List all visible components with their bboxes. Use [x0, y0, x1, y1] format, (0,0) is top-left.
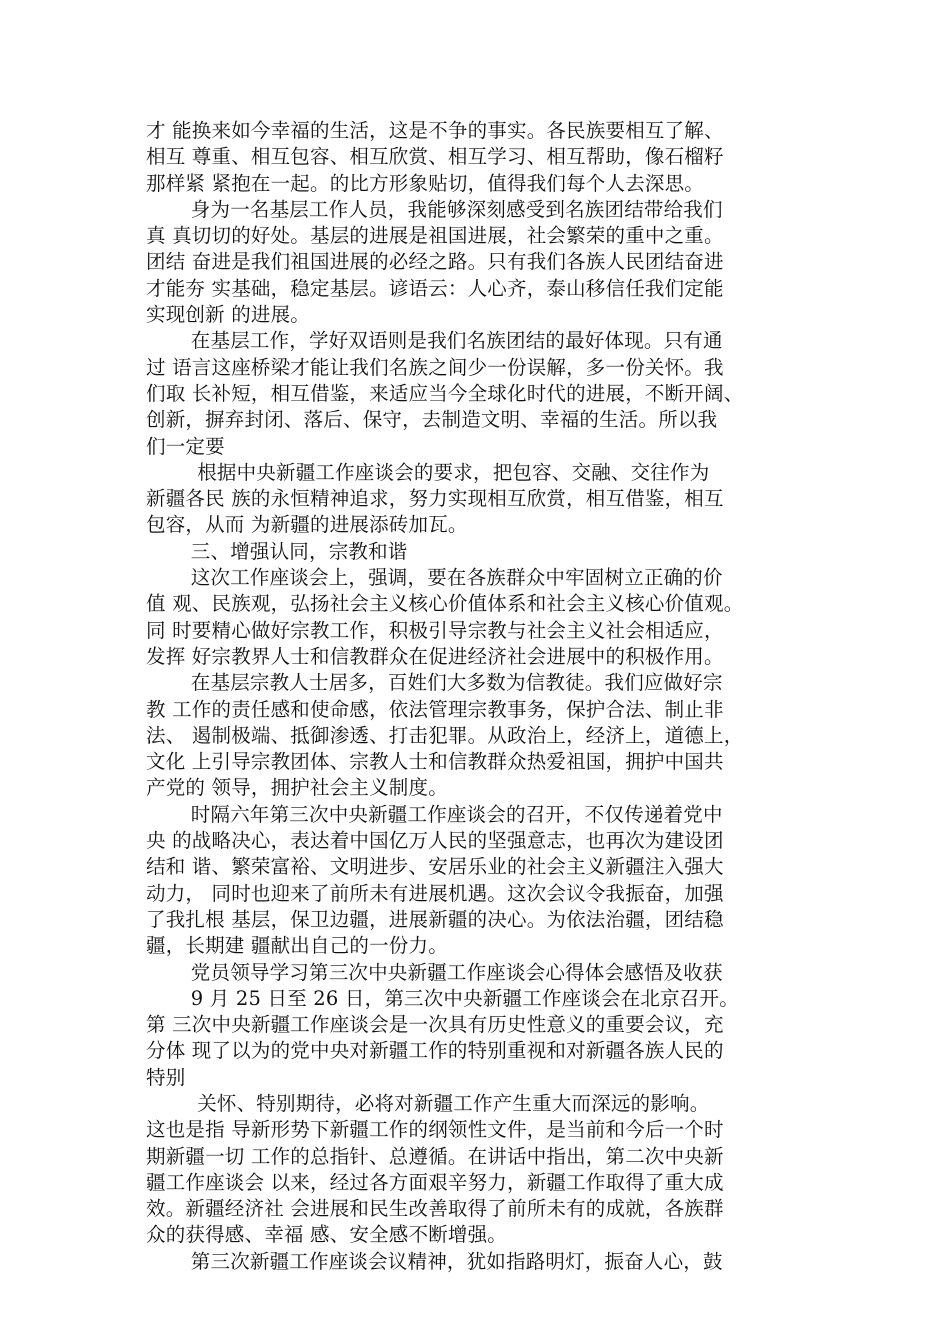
- text-line: 了我扎根 基层，保卫边疆，进展新疆的决心。为依法治疆，团结稳: [146, 907, 724, 931]
- text-line: 们取 长补短，相互借鉴，来适应当今全球化时代的进展，不断开阔、: [146, 381, 744, 405]
- text-line: 在基层工作，学好双语则是我们名族团结的最好体现。只有通: [146, 329, 723, 353]
- text-line: 值 观、民族观，弘扬社会主义核心价值体系和社会主义核心价值观。: [146, 592, 744, 616]
- text-line: 效。新疆经济社 会进展和民生改善取得了前所未有的成就，各族群: [146, 1197, 724, 1221]
- text-line: 相互 尊重、相互包容、相互欣赏、相互学习、相互帮助，像石榴籽: [146, 145, 724, 169]
- text-line: 时隔六年第三次中央新疆工作座谈会的召开，不仅传递着党中: [146, 802, 723, 826]
- text-line: 在基层宗教人士居多，百姓们大多数为信教徒。我们应做好宗: [146, 671, 723, 695]
- text-line: 疆工作座谈会 以来，经过各方面艰辛努力，新疆工作取得了重大成: [146, 1170, 724, 1194]
- text-line: 党员领导学习第三次中央新疆工作座谈会心得体会感悟及收获: [146, 960, 723, 984]
- text-line: 这次工作座谈会上，强调，要在各族群众中牢固树立正确的价: [146, 566, 723, 590]
- text-line: 新疆各民 族的永恒精神追求，努力实现相互欣赏，相互借鉴，相互: [146, 487, 724, 511]
- text-line: 文化 上引导宗教团体、宗教人士和信教群众热爱祖国，拥护中国共: [146, 750, 724, 774]
- text-line: 结和 谐、繁荣富裕、文明进步、安居乐业的社会主义新疆注入强大: [146, 855, 724, 879]
- text-line: 这也是指 导新形势下新疆工作的纲领性文件，是当前和今后一个时: [146, 1118, 724, 1142]
- text-line: 期新疆一切 工作的总指针、总遵循。在讲话中指出，第二次中央新: [146, 1144, 724, 1168]
- text-line: 教 工作的责任感和使命感，依法管理宗教事务，保护合法、制止非: [146, 697, 724, 721]
- text-line: 身为一名基层工作人员，我能够深刻感受到名族团结带给我们: [146, 197, 723, 221]
- text-line: 特别: [146, 1065, 186, 1089]
- text-line: 真 真切切的好处。基层的进展是祖国进展，社会繁荣的重中之重。: [146, 224, 724, 248]
- text-line: 同 时要精心做好宗教工作，积极引导宗教与社会主义社会相适应，: [146, 618, 724, 642]
- text-line: 们一定要: [146, 434, 225, 458]
- text-line: 团结 奋进是我们祖国进展的必经之路。只有我们各族人民团结奋进: [146, 250, 724, 274]
- text-line: 分体 现了以为的党中央对新疆工作的特别重视和对新疆各族人民的: [146, 1039, 724, 1063]
- text-line: 根据中央新疆工作座谈会的要求，把包容、交融、交往作为: [146, 460, 710, 484]
- text-line: 众的获得感、幸福 感、安全感不断增强。: [146, 1223, 507, 1247]
- text-line: 三、增强认同，宗教和谐: [146, 539, 408, 563]
- text-line: 那样紧 紧抱在一起。的比方形象贴切，值得我们每个人去深思。: [146, 171, 704, 195]
- text-line: 发挥 好宗教界人士和信教群众在促进经济社会进展中的积极作用。: [146, 644, 724, 668]
- text-line: 包容，从而 为新疆的进展添砖加瓦。: [146, 513, 468, 537]
- text-line: 过 语言这座桥梁才能让我们名族之间少一份误解，多一份关怀。我: [146, 355, 724, 379]
- text-line: 9 月 25 日至 26 日，第三次中央新疆工作座谈会在北京召开。: [146, 986, 739, 1010]
- document-body: [146, 118, 836, 1275]
- text-line: 创新，摒弃封闭、落后、保守，去制造文明、幸福的生活。所以我: [146, 408, 718, 432]
- text-line: 实现创新 的进展。: [146, 303, 310, 327]
- text-line: 第 三次中央新疆工作座谈会是一次具有历史性意义的重要会议，充: [146, 1013, 724, 1037]
- text-line: 动力， 同时也迎来了前所未有进展机遇。这次会议令我振奋，加强: [146, 881, 724, 905]
- text-line: 第三次新疆工作座谈会议精神，犹如指路明灯，振奋人心，鼓: [146, 1249, 723, 1273]
- text-line: 关怀、特别期待，必将对新疆工作产生重大而深远的影响。: [146, 1091, 710, 1115]
- text-line: 疆，长期建 疆献出自己的一份力。: [146, 934, 448, 958]
- text-line: 才 能换来如今幸福的生活，这是不争的事实。各民族要相互了解、: [146, 119, 724, 142]
- text-line: 产党的 领导，拥护社会主义制度。: [146, 776, 448, 800]
- text-line: 法、 遏制极端、抵御渗透、打击犯罪。从政治上，经济上，道德上，: [146, 723, 744, 747]
- text-line: 央 的战略决心，表达着中国亿万人民的坚强意志，也再次为建设团: [146, 829, 724, 853]
- text-line: 才能夯 实基础，稳定基层。谚语云：人心齐，泰山移信任我们定能: [146, 276, 724, 300]
